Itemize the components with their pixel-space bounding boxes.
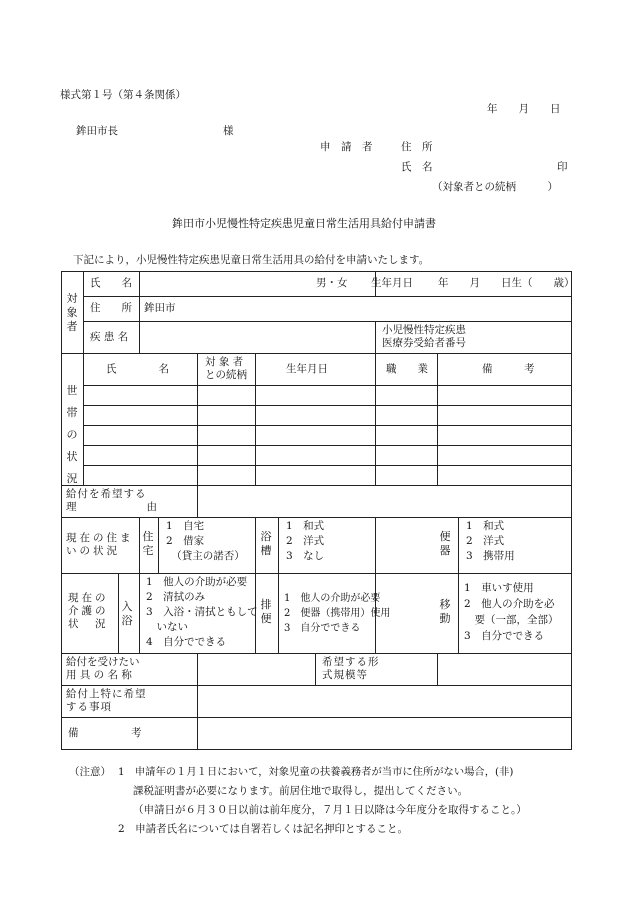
household-row[interactable]: [62, 386, 572, 406]
housing-label: 現在の住ま いの状況: [66, 532, 134, 557]
note-1-line-2: 課税証明書が必要になります。前居住地で取得し，提出してください。: [133, 785, 469, 797]
notes-heading: （注意）: [69, 766, 111, 778]
care-mobility-label: 移動: [439, 598, 451, 625]
subject-address-value: 鉾田市: [144, 302, 176, 314]
subject-patient-label: 疾 患 名: [90, 331, 129, 343]
reason-label-cell: [62, 486, 198, 518]
care-mobility-cell[interactable]: 移動 1 車いす使用 2 他人の介助を必 要（一部，全部） 3 自分でできる: [376, 574, 572, 654]
care-label-cell: [62, 574, 140, 654]
intro-text: 下記により，小児慢性特定疾患児童日常生活用具の給付を申請いたします。: [73, 254, 430, 266]
housing-toilet-label: 便器: [439, 530, 451, 557]
subject-gender[interactable]: 男・女: [316, 277, 348, 289]
household-col-name: 氏 名: [84, 354, 198, 386]
housing-bath-cell[interactable]: 浴槽 1 和式 2 洋式 3 なし: [256, 518, 376, 574]
subject-address-label: 住 所: [90, 302, 132, 314]
household-col-job: 職 業: [376, 354, 438, 386]
household-col-birth: 生年月日: [256, 354, 376, 386]
subject-cert-cell[interactable]: [376, 322, 572, 354]
reason-field[interactable]: [198, 486, 572, 518]
date-line: 年 月 日: [487, 103, 561, 115]
household-col-relation: 対 象 者 との続柄: [198, 354, 256, 386]
housing-toilet-cell[interactable]: 便器 1 和式 2 洋式 3 携帯用: [376, 518, 572, 574]
form-title: 鉾田市小児慢性特定疾患児童日常生活用具給付申請書: [172, 217, 436, 230]
subject-group-cell: [62, 272, 84, 354]
subject-patient-label-cell: [84, 322, 140, 354]
subject-address-field[interactable]: [140, 297, 572, 322]
housing-home-label: 住宅: [142, 530, 154, 557]
subject-gender-birth-cell: [316, 272, 575, 297]
equipment-size-label: 希望する形 式規模等: [322, 656, 380, 681]
housing-bath-label: 浴槽: [260, 530, 272, 557]
remarks-field[interactable]: [198, 718, 572, 750]
subject-address-label-cell: [84, 297, 140, 322]
subject-birth-value[interactable]: 年 月 日生（ 歳）: [438, 277, 575, 289]
equipment-name-label-cell: [62, 654, 198, 686]
care-excretion-cell[interactable]: 排便 1 他人の介助が必要 2 便器（携帯用）使用 3 自分でできる: [256, 574, 376, 654]
equipment-size-field[interactable]: [438, 654, 572, 686]
care-bathing-label: 入浴: [121, 600, 133, 627]
remarks-label-cell: [62, 718, 198, 750]
household-row[interactable]: [62, 406, 572, 426]
relation-note: （対象者との続柄 ）: [432, 181, 558, 193]
household-group-cell: [62, 354, 84, 486]
remarks-label: 備 考: [68, 727, 142, 739]
housing-home-cell[interactable]: 住宅 1 自宅 2 借家 （貸主の諾否）: [140, 518, 256, 574]
reason-label: 給付を希望する 理 由: [66, 488, 158, 513]
note-1-line-1: 1 申請年の１月１日において，対象児童の扶養義務者が当市に住所がない場合，(非): [118, 766, 514, 778]
subject-name-label-cell: [84, 272, 140, 297]
form-number: 様式第１号（第４条関係）: [60, 89, 186, 101]
seal-mark: 印: [557, 161, 568, 173]
care-label: 現在の 介護の 状 況: [68, 592, 109, 630]
special-label: 給付上特に希望 する事項: [66, 688, 147, 713]
subject-cert-label: 小児慢性特定疾患 医療券受給者番号: [382, 324, 466, 349]
subject-patient-field[interactable]: [140, 322, 376, 354]
equipment-name-field[interactable]: [198, 654, 316, 686]
application-form-table: [61, 271, 575, 750]
applicant-label: 申 請 者: [320, 141, 373, 153]
care-bathing-cell[interactable]: 1 他人の介助が必要 2 清拭のみ 3 入浴・清拭ともして いない 4 自分でできる: [140, 574, 256, 654]
special-field[interactable]: [198, 686, 572, 718]
subject-birth-label: 生年月日: [371, 277, 413, 289]
subject-group-label: 対象者: [66, 292, 78, 333]
mayor-line: 鉾田市長 様: [76, 125, 234, 137]
special-label-cell: [62, 686, 198, 718]
household-group-label: 世帯の状況: [66, 384, 78, 485]
equipment-size-label-cell: [316, 654, 438, 686]
household-row[interactable]: [62, 426, 572, 446]
household-row[interactable]: [62, 446, 572, 466]
housing-label-cell: [62, 518, 140, 574]
household-col-note: 備 考: [438, 354, 572, 386]
household-row[interactable]: [62, 466, 572, 486]
applicant-name-label: 氏 名: [401, 161, 433, 173]
note-1-line-3: （申請日が６月３０日以前は前年度分，７月１日以降は今年度分を取得すること。）: [133, 804, 527, 816]
equipment-name-label: 給付を受けたい 用 具 の 名 称: [66, 656, 140, 681]
care-excretion-label: 排便: [260, 598, 272, 625]
subject-name-label: 氏 名: [90, 277, 132, 289]
note-2: 2 申請者氏名については自署若しくは記名押印とすること。: [118, 823, 408, 835]
applicant-address-label: 住 所: [401, 141, 433, 153]
